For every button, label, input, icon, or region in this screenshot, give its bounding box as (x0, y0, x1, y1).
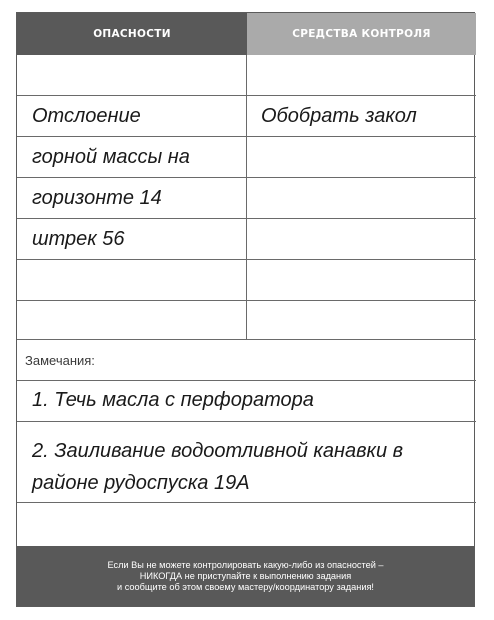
hazard-cell (17, 301, 246, 339)
table-row (17, 260, 476, 301)
table-row (17, 178, 476, 219)
warning-footer (17, 546, 474, 606)
remark-row (17, 381, 476, 422)
remarks-label: Замечания: (17, 340, 476, 381)
warning-line: НИКОГДА не приступайте к выполнению задания (139, 570, 352, 581)
hazard-cell: штрек 56 (32, 227, 125, 250)
control-cell (246, 301, 476, 339)
header-hazards: ОПАСНОСТИ (17, 13, 247, 55)
hazard-cell (17, 260, 246, 300)
warning-line: и сообщите об этом своему мастеру/координатору задания! (117, 581, 374, 592)
control-cell (246, 219, 476, 259)
remark-text: 1. Течь масла с перфоратора (32, 389, 314, 411)
control-cell (246, 178, 476, 218)
hazard-cell (17, 55, 246, 95)
hazard-cell: горной массы на (32, 145, 190, 168)
control-cell: Обобрать закол (246, 96, 476, 136)
warning-line: Если Вы не можете контролировать какую-либо из опасностей – (107, 559, 384, 570)
table-row (17, 55, 476, 96)
control-cell (246, 260, 476, 300)
control-cell (246, 55, 476, 95)
remark-text: районе рудоспуска 19А (32, 472, 250, 494)
table-row (17, 219, 476, 260)
remark-row (17, 503, 476, 546)
table-header (17, 13, 476, 55)
remark-text: 2. Заиливание водоотливной канавки в (32, 440, 404, 462)
hazard-cell: горизонте 14 (32, 186, 162, 209)
table-row (17, 137, 476, 178)
remark-row (17, 422, 476, 503)
hazard-cell: Отслоение (32, 104, 141, 127)
table-row (17, 96, 476, 137)
control-cell (246, 137, 476, 177)
header-controls: СРЕДСТВА КОНТРОЛЯ (247, 13, 476, 55)
hazard-control-card (16, 12, 475, 607)
table-row (17, 301, 476, 340)
